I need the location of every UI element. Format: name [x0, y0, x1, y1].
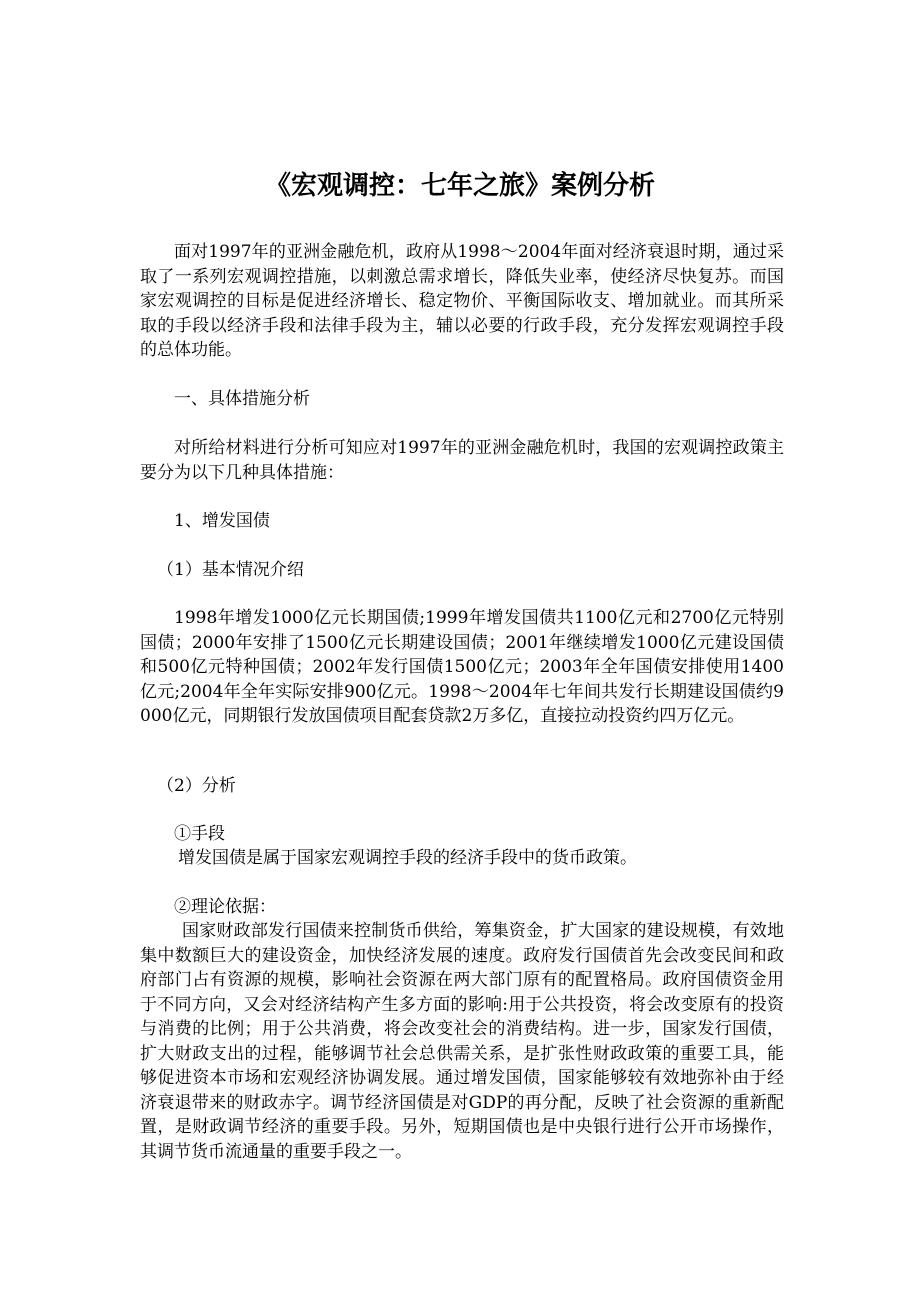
means-paragraph: 增发国债是属于国家宏观调控手段的经济手段中的货币政策。: [178, 848, 637, 868]
theory-heading: ②理论依据：: [174, 897, 276, 917]
subheading-basic-info: （1）基本情况介绍: [157, 560, 304, 580]
theory-paragraph: 国家财政部发行国债来控制货币供给，筹集资金，扩大国家的建设规模，有效地集中数额巨大的建设资金，加快经济发展的速度。政府发行国债首先会改变民间和政府部门占有资源的规模，影响社会资源在两大部门原有的配置格局。政府国债资金用于不同方向，又会对经济结构产生多方面的影响:用于公共投资，将会改变原有的投资与消费的比例；用于公共消费，将会改变社会的消费结构。进一步，国家发行国债，扩大财政支出的过程，能够调节社会总供需关系，是扩张性财政政策的重要工具，能够促进资本市场和宏观经济协调发展。通过增发国债，国家能够较有效地弥补由于经济衰退带来的财政赤字。调节经济国债是对GDP的再分配，反映了社会资源的重新配置，是财政调节经济的重要手段。另外，短期国债也是中央银行进行公开市场操作，其调节货币流通量的重要手段之一。: [140, 921, 784, 1162]
basic-info-paragraph: 1998年增发1000亿元长期国债;1999年增发国债共1100亿元和2700亿元特别国债；2000年安排了1500亿元长期建设国债；2001年继续增发1000亿元建设国债和500亿元特种国债；2002年发行国债1500亿元；2003年全年国债安排使用1400亿元;2004年全年实际安排900亿元。1998～2004年七年间共发行长期建设国债约9000亿元，同期银行发放国债项目配套贷款2万多亿，直接拉动投资约四万亿元。: [140, 608, 784, 726]
section-heading-measures: 一、具体措施分析: [174, 389, 310, 409]
subheading-analysis: （2）分析: [157, 776, 236, 796]
section-intro-paragraph: 对所给材料进行分析可知应对1997年的亚洲金融危机时，我国的宏观调控政策主要分为以下几种具体措施：: [140, 438, 784, 483]
intro-paragraph: 面对1997年的亚洲金融危机，政府从1998～2004年面对经济衰退时期，通过采取了一系列宏观调控措施，以刺激总需求增长，降低失业率，使经济尽快复苏。而国家宏观调控的目标是促进经济增长、稳定物价、平衡国际收支、增加就业。而其所采取的手段以经济手段和法律手段为主，辅以必要的行政手段，充分发挥宏观调控手段的总体功能。: [140, 242, 784, 360]
means-heading: ①手段: [174, 824, 225, 844]
item-heading-bonds: 1、增发国债: [174, 511, 270, 531]
document-title: 《宏观调控：七年之旅》案例分析: [264, 171, 655, 201]
